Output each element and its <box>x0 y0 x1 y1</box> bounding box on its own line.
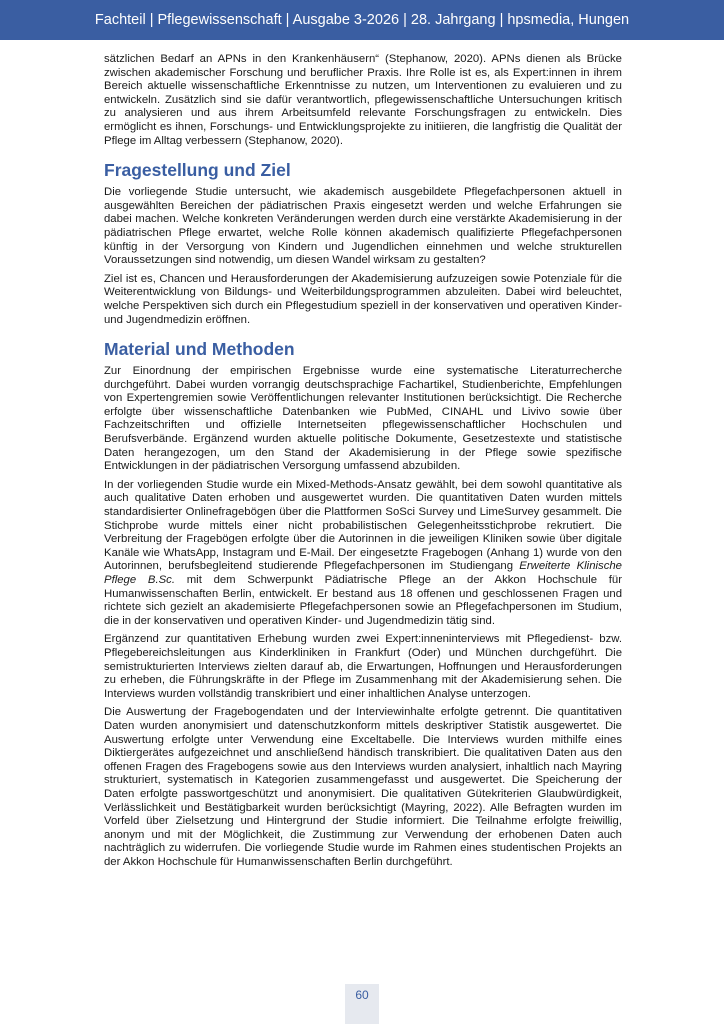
running-header <box>0 0 724 40</box>
intro-paragraph: sätzlichen Bedarf an APNs in den Krankenhäusern“ (Stephanow, 2020). APNs dienen als Brücke zwischen akademischer Forschung und beruflicher Praxis. Ihre Rolle ist es, als Expert:innen in ihrem Bereich aktuelle wissenschaftliche Erkenntnisse zu nutzen, um Interventionen zu evaluieren und zu entwickeln. Zusätzlich sind sie dafür verantwortlich, pflegewissenschaftliche Untersuchungen kritisch zu analysieren und aus ihrem Arbeitsumfeld relevante Forschungsfragen zu entwickeln. Dies ermöglicht es ihnen, Forschungs- und Entwicklungsprojekte zu initiieren, die langfristig die Qualität der Pflege im Alltag verbessern (Stephanow, 2020). <box>104 53 622 147</box>
paragraph: Zur Einordnung der empirischen Ergebnisse wurde eine systematische Literaturrecherche durchgeführt. Dabei wurden vorrangig deutschsprachige Fachartikel, Studienberichte, Empfehlungen von Expertengremien sowie Veröffentlichungen relevanter Institutionen berücksichtigt. Die Recherche erfolgte über wissenschaftliche Datenbanken wie PubMed, CINAHL und Livivo sowie über Fachzeitschriften und offizielle Internetseiten pflegewissenschaftlicher Hochschulen und Berufsverbände. Ergänzend wurden aktuelle politische Dokumente, Gesetzestexte und statistische Daten herangezogen, um den Stand der Akademisierung in der Pflege sowie spezifische Entwicklungen in der pädiatrischen Versorgung umfassend abzubilden. <box>104 365 622 473</box>
section-heading-fragestellung: Fragestellung und Ziel <box>104 160 291 181</box>
section-heading-methoden: Material und Methoden <box>104 339 295 360</box>
paragraph: Ergänzend zur quantitativen Erhebung wurden zwei Expert:inneninterviews mit Pflegedienst- bzw. Pflegebereichsleitungen aus Kinderkliniken in Frankfurt (Oder) und München durchgeführt. Die semistrukturierten Interviews zielten darauf ab, die Erwartungen, Hoffnungen und Herausforderungen zu erheben, die Führungskräfte in der Pflege im Zusammenhang mit der Akademisierung sehen. Die Interviews wurden vollständig transkribiert und einer inhaltlichen Analyse unterzogen. <box>104 633 622 700</box>
running-title: Fachteil | Pflegewissenschaft | Ausgabe 3-2026 | 28. Jahrgang | hpsmedia, Hungen <box>94 12 630 28</box>
text-run: In der vorliegenden Studie wurde ein Mixed-Methods-Ansatz gewählt, bei dem sowohl quantitative als auch qualitative Daten erhoben und ausgewertet wurden. Die quantitativen Daten wurden mittels standardisierter Onlinefragebögen über die Plattformen SoSci Survey und LimeSurvey gesammelt. Die Stichprobe wurde mittels einer nicht probabilistischen Gelegenheitsstichprobe rekrutiert. Die Verbreitung der Fragebögen erfolgte über die Autorinnen in die jeweiligen Kliniken sowie über digitale Kanäle wie WhatsApp, Instagram und E-Mail. Der eingesetzte Fragebogen (Anhang 1) wurde von den Autorinnen, berufsbegleitend studierende Pflegefachpersonen im Studiengang <box>104 478 622 573</box>
paragraph <box>104 479 622 629</box>
page-number-box <box>345 984 379 1024</box>
article-body <box>104 53 622 874</box>
paragraph: Ziel ist es, Chancen und Herausforderungen der Akademisierung aufzuzeigen sowie Potenziale für die Weiterentwicklung von Bildungs- und Weiterbildungsprogrammen abzuleiten. Dabei wird beleuchtet, welche Perspektiven sich durch ein Pflegestudium speziell in der konservativen und operativen Kinder- und Jugendmedizin eröffnen. <box>104 272 622 326</box>
paragraph: Die Auswertung der Fragebogendaten und der Interviewinhalte erfolgte getrennt. Die quantitativen Daten wurden anonymisiert und datenschutzkonform mittels deskriptiver Statistik ausgewertet. Die Auswertung erfolgte unter Verwendung eine Exceltabelle. Die Interviews wurden mithilfe eines Diktiergerätes aufgezeichnet und anschließend händisch transkribiert. Die qualitativen Daten aus den offenen Fragen des Fragebogens sowie aus den Interviews wurden analysiert, inhaltlich nach Mayring strukturiert, systematisch in Kategorien zusammengefasst und ausgewertet. Die Speicherung der Daten erfolgte passwortgeschützt und anonymisiert. Die qualitativen Gütekriterien Glaubwürdigkeit, Verlässlichkeit und Bestätigbarkeit wurden berücksichtigt (Mayring, 2022). Alle Befragten wurden im Vorfeld über Zielsetzung und Hintergrund der Studie informiert. Die Teilnahme erfolgte freiwillig, anonym und mit der Möglichkeit, die Zustimmung zur Verwendung der erhobenen Daten auch nachträglich zu widerrufen. Die vorliegende Studie wurde im Rahmen eines studentischen Projekts an der Akkon Hochschule für Humanwissenschaften Berlin durchgeführt. <box>104 706 622 868</box>
text-run: mit dem Schwerpunkt Pädiatrische Pflege an der Akkon Hochschule für Humanwissenschaften Berlin, entwickelt. Er bestand aus 18 offenen und geschlossenen Fragen und richtete sich gezielt an akademisierte Pflegefachpersonen sowie an Pflegefachpersonen im Studium, die in der konservativen und operativen Kinder- und Jugendmedizin tätig sind. <box>104 574 622 627</box>
study-program-name: Erweiterte Klinische Pflege B.Sc. <box>104 560 622 586</box>
page-number: 60 <box>355 988 369 1002</box>
paragraph: Die vorliegende Studie untersucht, wie akademisch ausgebildete Pflegefachpersonen aktuell in ausgewählten Bereichen der pädiatrischen Praxis eingesetzt werden und welche Erfahrungen sie dabei machen. Welche konkreten Veränderungen werden durch eine verstärkte Akademisierung in der pädiatrischen Pflege erwartet, welche Rolle können akademisch qualifizierte Pflegefachpersonen künftig in der Versorgung von Kindern und Jugendlichen einnehmen und welche strukturellen Voraussetzungen sind notwendig, um diesen Wandel wirksam zu gestalten? <box>104 186 622 267</box>
